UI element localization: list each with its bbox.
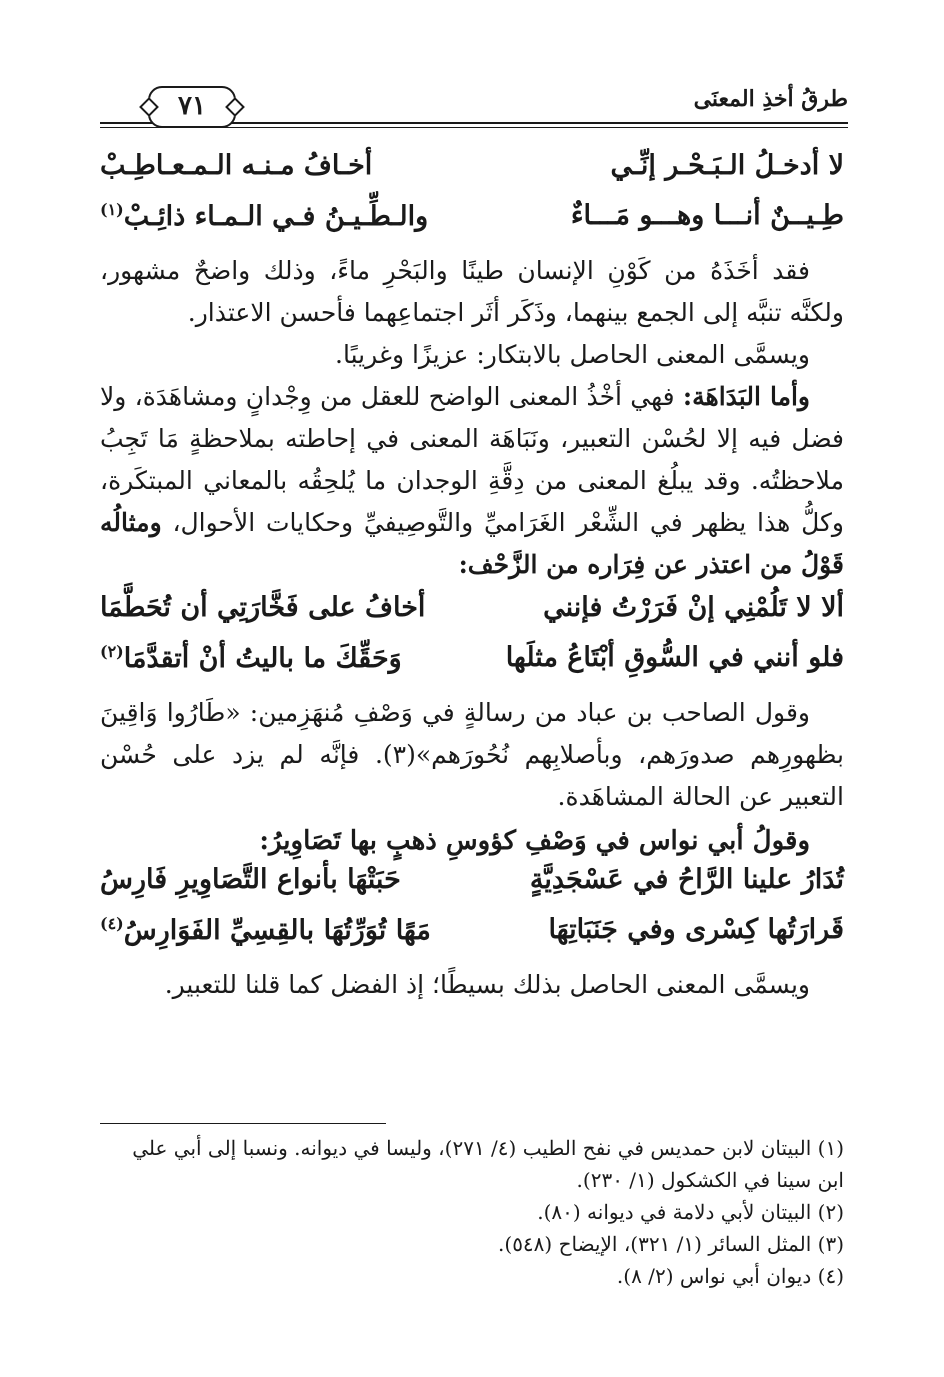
hemistich-second: أخـافُ مـنـه الـمـعـاطِـبْ: [100, 150, 373, 181]
page-header: [100, 82, 848, 132]
running-title: طرقُ أخذِ المعنَى: [693, 86, 848, 112]
paragraph: فقد أخَذَهُ من كَوْنِ الإنسان طينًا والبَحْرِ ماءً، وذلك واضحٌ مشهور، ولكنَّه تنبَّه إلى الجمع بينهما، وذَكَر أثَر اجتماعِهما فأحسن الاعتذار.: [100, 256, 844, 327]
paragraph: ويسمَّى المعنى الحاصل بالابتكار: عزيزًا وغريبًا.: [335, 340, 810, 369]
footnote: (٤) ديوان أبي نواس (٢/ ٨).: [616, 1264, 844, 1288]
footnote-marker: (٤): [100, 914, 124, 933]
page-number: ٧١: [178, 91, 206, 121]
verse-line: [100, 592, 844, 642]
footnote-marker: (٢): [100, 642, 124, 661]
footnote-separator: [100, 1123, 386, 1124]
footnote: (٢) البيتان لأبي دلامة في ديوانه (٨٠).: [537, 1200, 844, 1224]
hemistich-text: مَهًا تُوَرِّتُهَا بالقِسِيِّ الفَوَارِسُ: [123, 915, 431, 946]
footnote: (٣) المثل السائر (١/ ٣٢١)، الإيضاح (٥٤٨).: [498, 1232, 844, 1256]
footnote-marker: (١): [100, 200, 124, 219]
hemistich-text: والـطِّـيـنُ فـي الـمـاء ذائِـبْ: [123, 201, 429, 232]
hemistich-first: تُدَارُ علينا الرَّاحُ في عَسْجَدِيَّةٍ: [529, 864, 844, 895]
hemistich-first: ألا لا تَلُمْنِي إنْ فَرَرْتُ فإنني: [543, 592, 844, 623]
verse-line: [100, 864, 844, 914]
paragraph-bold-tail: ومثالُه قَوْلُ من اعتذر عن فِرَاره من الزَّحْف:: [100, 508, 844, 579]
hemistich-second: أخافُ على فَخَّارَتِي أن تُحَطَّمَا: [100, 592, 426, 623]
footnote: (١) البيتان لابن حمديس في نفح الطيب (٤/ ٢٧١)، وليسا في ديوانه. ونسبا إلى أبي علي ابن سينا في الكشكول (١/ ٢٣٠).: [132, 1136, 844, 1192]
hemistich-second: [100, 642, 402, 674]
verse-line: [100, 200, 844, 250]
footnotes: [100, 1132, 844, 1292]
hemistich-second: حَبَتْهَا بأنواع التَّصَاوِيرِ فَارِسُ: [100, 864, 401, 895]
hemistich-second: [100, 914, 431, 946]
hemistich-first: فلو أنني في السُّوقِ أبْتَاعُ مثلَها: [505, 642, 844, 673]
paragraph: ويسمَّى المعنى الحاصل بذلك بسيطًا؛ إذ الفضل كما قلنا للتعبير.: [164, 970, 810, 999]
hemistich-second: [100, 200, 428, 232]
paragraph-text: فهي أخْذُ المعنى الواضح للعقل من وِجْدانٍ ومشاهَدَة، ولا فضل فيه إلا لحُسْن التعبير، ونَبَاهَة المعنى في إحاطته بملاحظةٍ مَا تَجِبُ ملاحظتُه. وقد يبلُغ المعنى من دِقَّةِ الوجدان ما يُلحِقُه بالمعاني المبتكَرة، وكلُّ هذا يظهر في الشِّعْر الغَرَاميِّ والتَّوصِيفيِّ وحكايات الأحوال،: [100, 382, 844, 537]
hemistich-first: لا أدخـلُ الـبَـحْـر إنِّـي: [610, 150, 844, 181]
verse-line: [100, 914, 844, 964]
verse-block-1: [100, 150, 844, 250]
hemistich-first: قَرارَتُها كِسْرى وفي جَنَبَاتِهَا: [548, 914, 844, 945]
page-body: [100, 150, 844, 1006]
verse-block-2: [100, 592, 844, 692]
paragraph: [100, 376, 844, 586]
verse-line: [100, 642, 844, 692]
verse-line: [100, 150, 844, 200]
hemistich-first: طِـيــنٌ أنـــا وهـــو مَـــاءٌ: [570, 200, 844, 231]
page-number-badge: [148, 86, 236, 128]
paragraph: وقول الصاحب بن عباد من رسالةٍ في وَصْفِ مُنهَزِمين: «طَارُوا وَاقِينَ بظهورِهم صدورَهم، وبأصلابِهم نُحُورَهم»(٣). فإنَّه لم يزد على حُسْن التعبير عن الحالة المشاهَدة.: [100, 698, 844, 811]
verse-block-3: [100, 864, 844, 964]
poem-intro: وقولُ أبي نواس في وَصْفِ كؤوسِ ذهبٍ بها تَصَاوِيرُ:: [259, 826, 810, 856]
section-lead: وأما البَدَاهَة:: [682, 382, 810, 411]
hemistich-text: وَحَقِّكَ ما باليتُ أنْ أتقدَّمَا: [123, 643, 402, 674]
